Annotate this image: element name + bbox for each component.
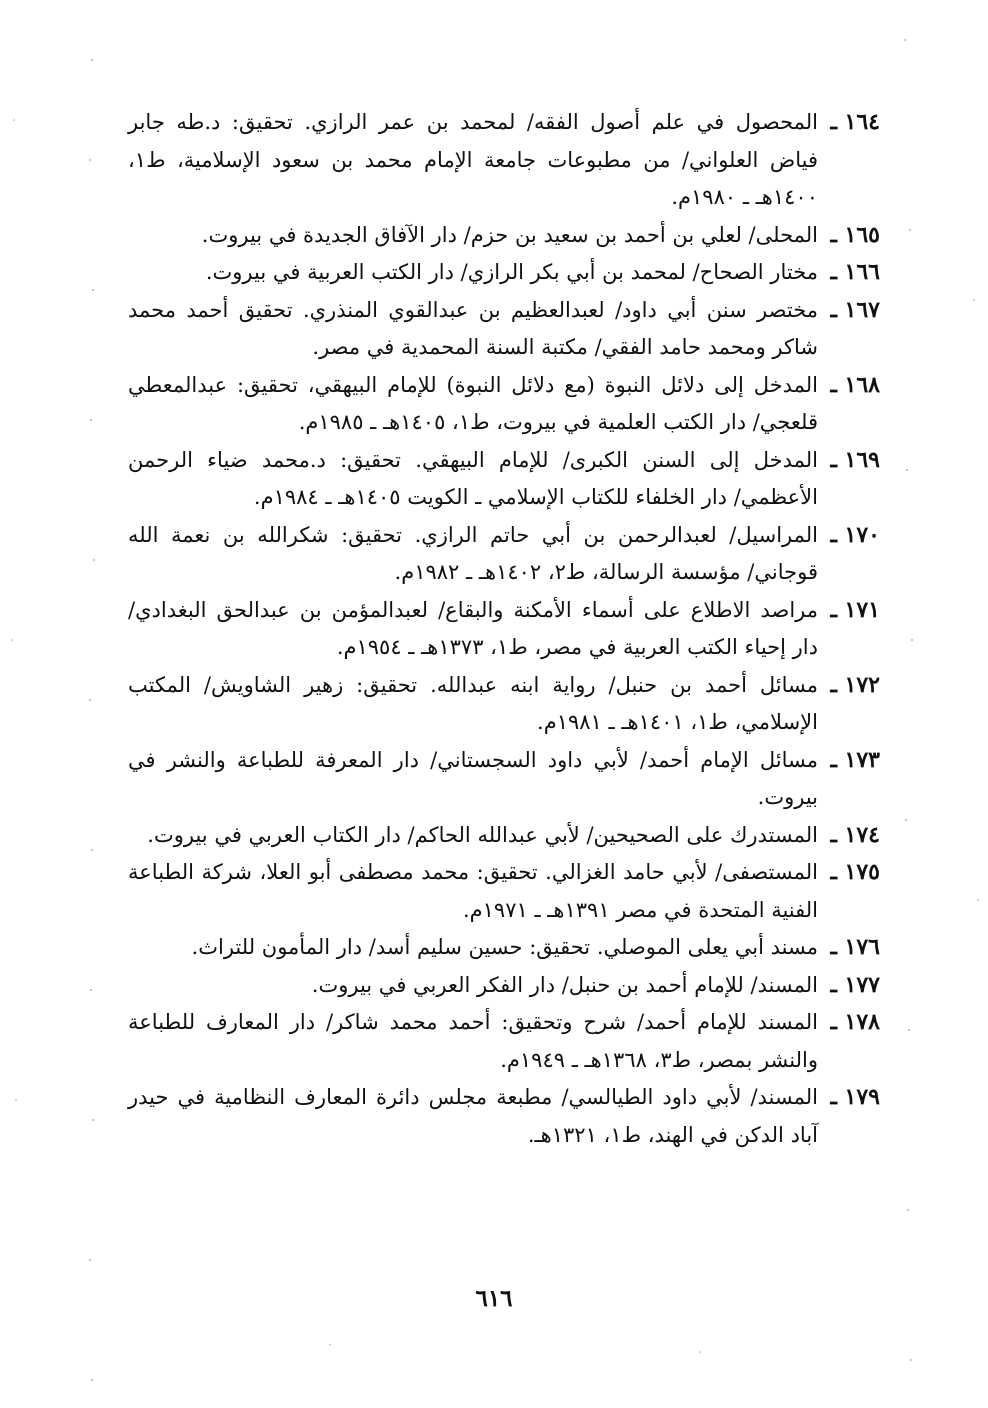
bibliography-entry	[128, 967, 880, 1005]
bibliography-entry	[128, 442, 880, 517]
entry-text: المحصول في علم أصول الفقه/ لمحمد بن عمر الرازي. تحقيق: د.طه جابر فياض العلواني/ من مطبوعات جامعة الإمام محمد بن سعود الإسلامية، ط١، ١٤٠٠هـ ـ ١٩٨٠م.	[128, 110, 818, 209]
entry-number: ١٧٥ ـ	[830, 859, 880, 885]
page-number: ٦١٦	[475, 1285, 513, 1312]
entry-number: ١٦٥ ـ	[830, 221, 880, 248]
entry-text: المسند/ للإمام أحمد بن حنبل/ دار الفكر العربي في بيروت.	[311, 972, 818, 997]
entry-number: ١٦٦ ـ	[830, 259, 880, 285]
entry-text: المدخل إلى السنن الكبرى/ للإمام البيهقي. تحقيق: د.محمد ضياء الرحمن الأعظمي/ دار الخلفاء للكتاب الإسلامي ـ الكويت ١٤٠٥هـ ـ ١٩٨٤م.	[128, 447, 818, 509]
bibliography-list	[128, 104, 880, 1154]
entry-number: ١٧٤ ـ	[830, 821, 880, 848]
bibliography-entry	[128, 104, 880, 217]
entry-text: مسائل الإمام أحمد/ لأبي داود السجستاني/ دار المعرفة للطباعة والنشر في بيروت.	[128, 747, 818, 809]
entry-number: ١٧٩ ـ	[830, 1084, 880, 1110]
bibliography-entry	[128, 592, 880, 667]
entry-text: مختار الصحاح/ لمحمد بن أبي بكر الرازي/ دار الكتب العربية في بيروت.	[205, 260, 818, 284]
bibliography-entry	[128, 217, 880, 255]
entry-text: المراسيل/ لعبدالرحمن بن أبي حاتم الرازي. تحقيق: شكرالله بن نعمة الله قوجاني/ مؤسسة الرسالة، ط٢، ١٤٠٢هـ ـ ١٩٨٢م.	[128, 522, 818, 584]
entry-text: المسند/ لأبي داود الطيالسي/ مطبعة مجلس دائرة المعارف النظامية في حيدر آباد الدكن في الهند، ط١، ١٣٢١هـ.	[128, 1085, 818, 1147]
entry-number: ١٧٢ ـ	[830, 671, 880, 698]
entry-number: ١٦٤ ـ	[830, 109, 880, 135]
entry-text: مسند أبي يعلى الموصلي. تحقيق: حسين سليم أسد/ دار المأمون للتراث.	[191, 935, 818, 959]
entry-text: مراصد الاطلاع على أسماء الأمكنة والبقاع/ لعبدالمؤمن بن عبدالحق البغدادي/ دار إحياء الكتب العربية في مصر، ط١، ١٣٧٣هـ ـ ١٩٥٤م.	[128, 597, 818, 659]
entry-text: مختصر سنن أبي داود/ لعبدالعظيم بن عبدالقوي المنذري. تحقيق أحمد محمد شاكر ومحمد حامد الفقي/ مكتبة السنة المحمدية في مصر.	[128, 297, 818, 359]
bibliography-entry	[128, 742, 880, 817]
entry-number: ١٧٠ ـ	[830, 521, 880, 548]
bibliography-entry	[128, 929, 880, 967]
entry-number: ١٦٧ ـ	[830, 296, 880, 323]
entry-number: ١٧٦ ـ	[830, 934, 880, 960]
entry-text: المحلى/ لعلي بن أحمد بن سعيد بن حزم/ دار الآفاق الجديدة في بيروت.	[201, 222, 818, 247]
entry-number: ١٦٩ ـ	[830, 446, 880, 473]
bibliography-entry	[128, 1004, 880, 1079]
entry-number: ١٧٣ ـ	[830, 746, 880, 773]
bibliography-entry	[128, 254, 880, 292]
bibliography-entry	[128, 1079, 880, 1154]
entry-number: ١٦٨ ـ	[830, 371, 880, 398]
entry-text: المسند للإمام أحمد/ شرح وتحقيق: أحمد محمد شاكر/ دار المعارف للطباعة والنشر بمصر، ط٣، ١٣٦٨هـ ـ ١٩٤٩م.	[128, 1010, 818, 1072]
bibliography-entry	[128, 854, 880, 929]
entry-number: ١٧١ ـ	[830, 596, 880, 623]
bibliography-entry	[128, 517, 880, 592]
entry-number: ١٧٧ ـ	[830, 971, 880, 998]
bibliography-entry	[128, 817, 880, 855]
entry-text: المستدرك على الصحيحين/ لأبي عبدالله الحاكم/ دار الكتاب العربي في بيروت.	[147, 822, 818, 847]
entry-number: ١٧٨ ـ	[830, 1009, 880, 1035]
bibliography-entry	[128, 292, 880, 367]
entry-text: المستصفى/ لأبي حامد الغزالي. تحقيق: محمد مصطفى أبو العلا، شركة الطباعة الفنية المتحدة في مصر ١٣٩١هـ ـ ١٩٧١م.	[128, 860, 818, 922]
bibliography-entry	[128, 667, 880, 742]
entry-text: المدخل إلى دلائل النبوة (مع دلائل النبوة) للإمام البيهقي، تحقيق: عبدالمعطي قلعجي/ دار الكتب العلمية في بيروت، ط١، ١٤٠٥هـ ـ ١٩٨٥م.	[128, 372, 818, 434]
bibliography-entry	[128, 367, 880, 442]
entry-text: مسائل أحمد بن حنبل/ رواية ابنه عبدالله. تحقيق: زهير الشاويش/ المكتب الإسلامي، ط١، ١٤٠١هـ ـ ١٩٨١م.	[128, 672, 818, 734]
